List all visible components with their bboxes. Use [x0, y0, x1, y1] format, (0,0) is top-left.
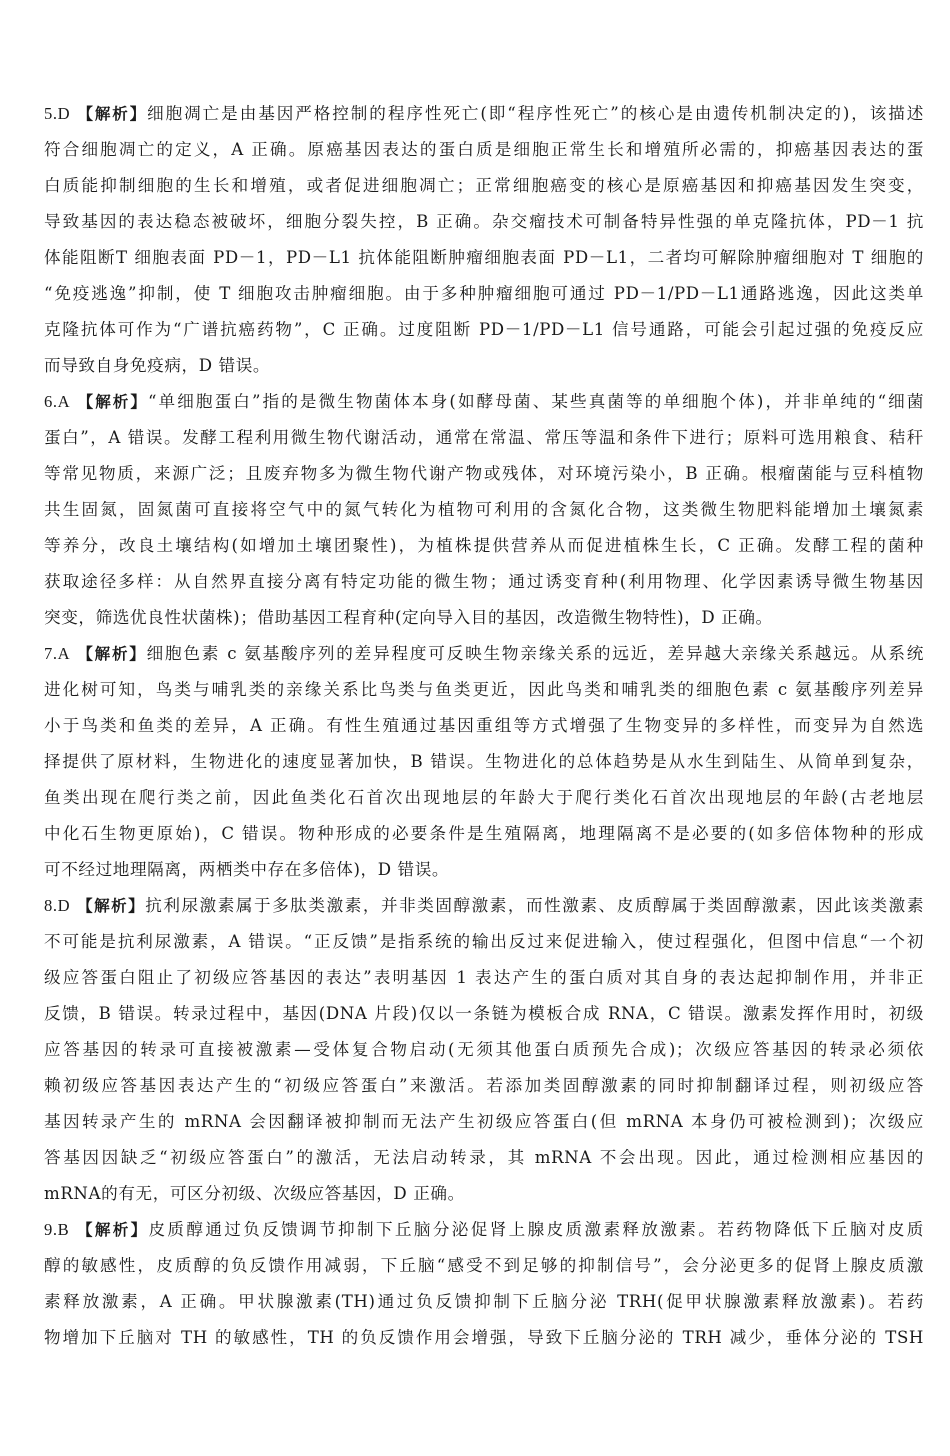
answer-line: 克隆抗体可作为“广谱抗癌药物”，C 正确。过度阻断 PD－1/PD－L1 信号通路，可能会引起过强的免疫反应: [44, 320, 924, 339]
answer-line: “免疫逃逸”抑制，使 T 细胞攻击肿瘤细胞。由于多种肿瘤细胞可通过 PD－1/PD－L1通路逃逸，因此这类单: [44, 284, 924, 303]
answer-item-8: [44, 888, 924, 1212]
answer-line: 赖初级应答基因表达产生的“初级应答蛋白”来激活。若添加类固醇激素的同时抑制翻译过程，则初级应答: [44, 1076, 924, 1095]
answer-line: 择提供了原材料，生物进化的速度显著加快，B 错误。生物进化的总体趋势是从水生到陆生、从简单到复杂，: [44, 752, 924, 771]
answer-line: 应答基因的转录可直接被激素—受体复合物启动(无须其他蛋白质预先合成)；次级应答基因的转录必须依: [44, 1040, 924, 1059]
analysis-tag: 【解析】: [77, 105, 148, 123]
answer-line: 物增加下丘脑对 TH 的敏感性，TH 的负反馈作用会增强，导致下丘脑分泌的 TRH 减少，垂体分泌的 TSH: [44, 1328, 924, 1347]
answer-line: 可不经过地理隔离，两栖类中存在多倍体)，D 错误。: [44, 860, 450, 879]
analysis-tag: 【解析】: [76, 1221, 149, 1239]
analysis-tag: 【解析】: [77, 393, 148, 411]
answer-line: 小于鸟类和鱼类的差异，A 正确。有性生殖通过基因重组等方式增强了生物变异的多样性，而变异为自然选: [44, 716, 924, 735]
answer-line: 6.A 【解析】“单细胞蛋白”指的是微生物菌体本身(如酵母菌、某些真菌等的单细胞个体)，并非单纯的“细菌: [44, 392, 924, 411]
answer-line: 符合细胞凋亡的定义，A 正确。原癌基因表达的蛋白质是细胞正常生长和增殖所必需的，抑癌基因表达的蛋: [44, 140, 924, 159]
answer-item-9: [44, 1212, 924, 1356]
answer-line: 白质能抑制细胞的生长和增殖，或者促进细胞凋亡；正常细胞癌变的核心是原癌基因和抑癌基因发生突变，: [44, 176, 924, 195]
answer-line: 突变，筛选优良性状菌株)；借助基因工程育种(定向导入目的基因，改造微生物特性)，D 正确。: [44, 608, 773, 627]
question-number: 5.D: [44, 104, 71, 123]
answer-line: 进化树可知，鸟类与哺乳类的亲缘关系比鸟类与鱼类更近，因此鸟类和哺乳类的细胞色素 c 氨基酸序列差异: [44, 680, 924, 699]
question-number: 9.B: [44, 1220, 70, 1239]
answer-line: 答基因因缺乏“初级应答蛋白”的激活，无法启动转录，其 mRNA 不会出现。因此，通过检测相应基因的: [44, 1148, 924, 1167]
answer-line: 鱼类出现在爬行类之前，因此鱼类化石首次出现地层的年龄大于爬行类化石首次出现地层的年龄(古老地层: [44, 788, 924, 807]
answer-line: 导致基因的表达稳态被破坏，细胞分裂失控，B 正确。杂交瘤技术可制备特异性强的单克隆抗体，PD－1 抗: [44, 212, 924, 231]
answer-line: 而导致自身免疫病，D 错误。: [44, 356, 271, 375]
answer-line: 等养分，改良土壤结构(如增加土壤团聚性)，为植株提供营养从而促进植株生长，C 正确。发酵工程的菌种: [44, 536, 924, 555]
answer-line: 级应答蛋白阻止了初级应答基因的表达”表明基因 1 表达产生的蛋白质对其自身的表达起抑制作用，并非正: [44, 968, 924, 987]
analysis-tag: 【解析】: [77, 645, 147, 663]
answer-line: 7.A 【解析】细胞色素 c 氨基酸序列的差异程度可反映生物亲缘关系的远近，差异越大亲缘关系越远。从系统: [44, 644, 924, 663]
answer-line: 不可能是抗利尿激素，A 错误。“正反馈”是指系统的输出反过来促进输入，使过程强化，但图中信息“一个初: [44, 932, 924, 951]
answer-line: mRNA的有无，可区分初级、次级应答基因，D 正确。: [44, 1184, 465, 1203]
answer-line: 基因转录产生的 mRNA 会因翻译被抑制而无法产生初级应答蛋白(但 mRNA 本身仍可被检测到)；次级应: [44, 1112, 924, 1131]
answer-line: 中化石生物更原始)，C 错误。物种形成的必要条件是生殖隔离，地理隔离不是必要的(如多倍体物种的形成: [44, 824, 924, 843]
answer-item-7: [44, 636, 924, 888]
answer-line: 蛋白”，A 错误。发酵工程利用微生物代谢活动，通常在常温、常压等温和条件下进行；原料可选用粮食、秸秆: [44, 428, 924, 447]
answer-line: 8.D 【解析】抗利尿激素属于多肽类激素，并非类固醇激素，而性激素、皮质醇属于类固醇激素，因此该类激素: [44, 896, 924, 915]
question-number: 8.D: [44, 896, 71, 915]
answer-line: 5.D 【解析】细胞凋亡是由基因严格控制的程序性死亡(即“程序性死亡”的核心是由遗传机制决定的)，该描述: [44, 104, 924, 123]
analysis-tag: 【解析】: [77, 897, 146, 915]
question-number: 7.A: [44, 644, 71, 663]
answer-line: 醇的敏感性，皮质醇的负反馈作用减弱，下丘脑“感受不到足够的抑制信号”，会分泌更多的促肾上腺皮质激: [44, 1256, 924, 1275]
answer-line: 素释放激素，A 正确。甲状腺激素(TH)通过负反馈抑制下丘脑分泌 TRH(促甲状腺激素释放激素)。若药: [44, 1292, 924, 1311]
answer-line: 9.B 【解析】皮质醇通过负反馈调节抑制下丘脑分泌促肾上腺皮质激素释放激素。若药物降低下丘脑对皮质: [44, 1220, 924, 1239]
answer-item-6: [44, 384, 924, 636]
answer-item-5: [44, 96, 924, 384]
answer-line: 体能阻断T 细胞表面 PD－1，PD－L1 抗体能阻断肿瘤细胞表面 PD－L1，二者均可解除肿瘤细胞对 T 细胞的: [44, 248, 924, 267]
answer-line: 等常见物质，来源广泛；且废弃物多为微生物代谢产物或残体，对环境污染小，B 正确。根瘤菌能与豆科植物: [44, 464, 924, 483]
answer-line: 获取途径多样：从自然界直接分离有特定功能的微生物；通过诱变育种(利用物理、化学因素诱导微生物基因: [44, 572, 924, 591]
question-number: 6.A: [44, 392, 71, 411]
answer-line: 反馈，B 错误。转录过程中，基因(DNA 片段)仅以一条链为模板合成 RNA，C 错误。激素发挥作用时，初级: [44, 1004, 924, 1023]
answer-line: 共生固氮，固氮菌可直接将空气中的氮气转化为植物可利用的含氮化合物，这类微生物肥料能增加土壤氮素: [44, 500, 924, 519]
